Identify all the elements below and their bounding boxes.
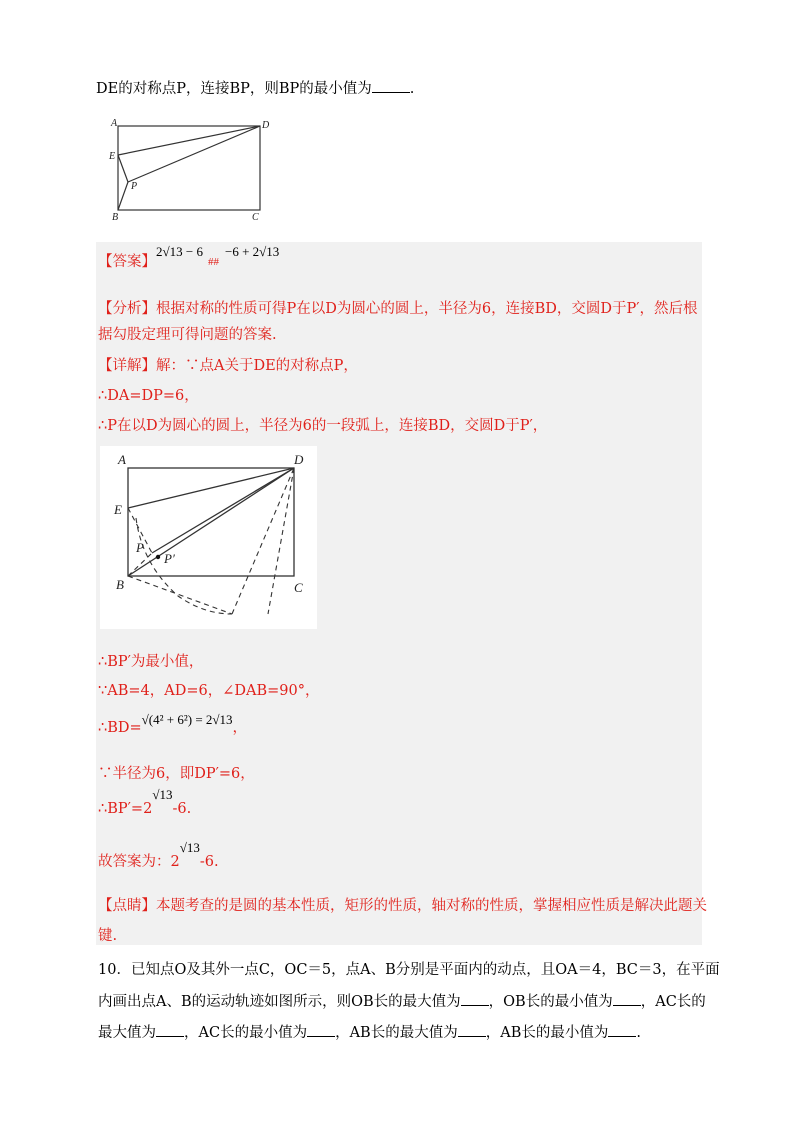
fig1-label-E: E	[109, 151, 116, 162]
figure-rectangle-large	[100, 446, 317, 629]
analysis-line2: 据勾股定理可得问题的答案.	[98, 327, 277, 343]
q10-text-e: ，AC长的最小值为	[184, 1025, 308, 1041]
blank-ob-min	[613, 991, 641, 1006]
analysis-text1: 根据对称的性质可得P在以D为圆心的圆上，半径为6，连接BD，交圆D于P′，然后根	[156, 301, 698, 317]
question10-line1: 10．已知点O及其外一点C，OC＝5，点A、B分别是平面内的动点，且OA＝4，BC＝3，在平面	[98, 962, 720, 978]
fig2-label-D: D	[294, 452, 304, 467]
detail-line2: ∴DA=DP=6，	[98, 388, 199, 404]
answer-tag: 【答案】	[98, 254, 156, 270]
comment-text1: 本题考查的是圆的基本性质，矩形的性质，轴对称的性质，掌握相应性质是解决此题关	[156, 898, 707, 914]
comment-line1	[98, 896, 707, 916]
question9-text: DE的对称点P，连接BP，则BP的最小值为	[96, 81, 372, 97]
step-bp-post: -6.	[172, 801, 192, 817]
step-bd-pre: ∴BD=	[98, 720, 142, 736]
detail-line1	[98, 356, 358, 376]
answer-blank	[372, 78, 410, 93]
blank-ac-min	[307, 1022, 335, 1037]
fig1-label-B: B	[112, 212, 119, 223]
step-bp-value	[98, 787, 192, 819]
question9-end: .	[409, 81, 415, 97]
fig1-label-A: A	[111, 118, 118, 129]
detail-text1: 解：∵点A关于DE的对称点P，	[156, 358, 358, 374]
blank-ab-min	[608, 1022, 636, 1037]
q10-text-d: 最大值为	[98, 1025, 156, 1041]
step-bd	[98, 712, 248, 738]
step-bp-pre: ∴BP′=2	[98, 801, 153, 817]
fig2-label-P: P	[136, 540, 144, 555]
q10-text-a: 内画出点A、B的运动轨迹如图所示，则OB长的最大值为	[98, 994, 461, 1010]
fig2-label-E: E	[114, 502, 122, 517]
answer-value-2: −6 + 2√13	[225, 244, 280, 259]
analysis-tag: 【分析】	[98, 301, 156, 317]
step-bd-formula: √(4² + 6²) = 2√13	[141, 712, 233, 727]
final-post: -6.	[199, 854, 219, 870]
detail-line3: ∴P在以D为圆心的圆上，半径为6的一段弧上，连接BD，交圆D于P′，	[98, 418, 548, 434]
question9-line1	[96, 78, 414, 99]
blank-ab-max	[458, 1022, 486, 1037]
fig2-label-Pprime: P′	[164, 551, 175, 566]
q10-text-c: ，AC长的	[640, 994, 706, 1010]
comment-line2: 键.	[98, 928, 118, 944]
step-final-answer	[98, 840, 219, 872]
fig1-label-P: P	[131, 181, 138, 192]
blank-ob-max	[461, 991, 489, 1006]
fig1-label-D: D	[262, 120, 270, 131]
figure-rectangle-small	[104, 112, 272, 224]
question10-line3	[98, 1022, 641, 1043]
question10-line2	[98, 991, 706, 1012]
q10-text-h: .	[636, 1025, 641, 1041]
q10-text-f: ，AB长的最大值为	[335, 1025, 458, 1041]
blank-ac-max	[156, 1022, 184, 1037]
step-given: ∵AB=4，AD=6，∠DAB=90°，	[98, 683, 320, 699]
step-bd-post: ，	[232, 720, 248, 736]
answer-value-1: 2√13 − 6	[156, 244, 203, 259]
final-root: √13	[179, 840, 200, 855]
detail-tag: 【详解】	[98, 358, 156, 374]
final-pre: 故答案为：2	[98, 854, 180, 870]
fig1-label-C: C	[252, 212, 259, 223]
fig2-label-C: C	[294, 580, 303, 595]
q10-text-g: ，AB长的最小值为	[485, 1025, 609, 1041]
step-radius: ∵半径为6，即DP′=6，	[98, 766, 255, 782]
analysis-line1	[98, 299, 698, 319]
comment-tag: 【点睛】	[98, 898, 156, 914]
answer-line	[98, 252, 156, 272]
fig2-label-B: B	[116, 577, 124, 592]
point-p-prime-dot	[156, 555, 160, 559]
step-bp-root: √13	[152, 787, 173, 802]
fig2-label-A: A	[118, 452, 126, 467]
answer-separator: ##	[208, 256, 219, 268]
q10-text-b: ，OB长的最小值为	[488, 994, 613, 1010]
step-bp-min: ∴BP′为最小值，	[98, 654, 204, 670]
